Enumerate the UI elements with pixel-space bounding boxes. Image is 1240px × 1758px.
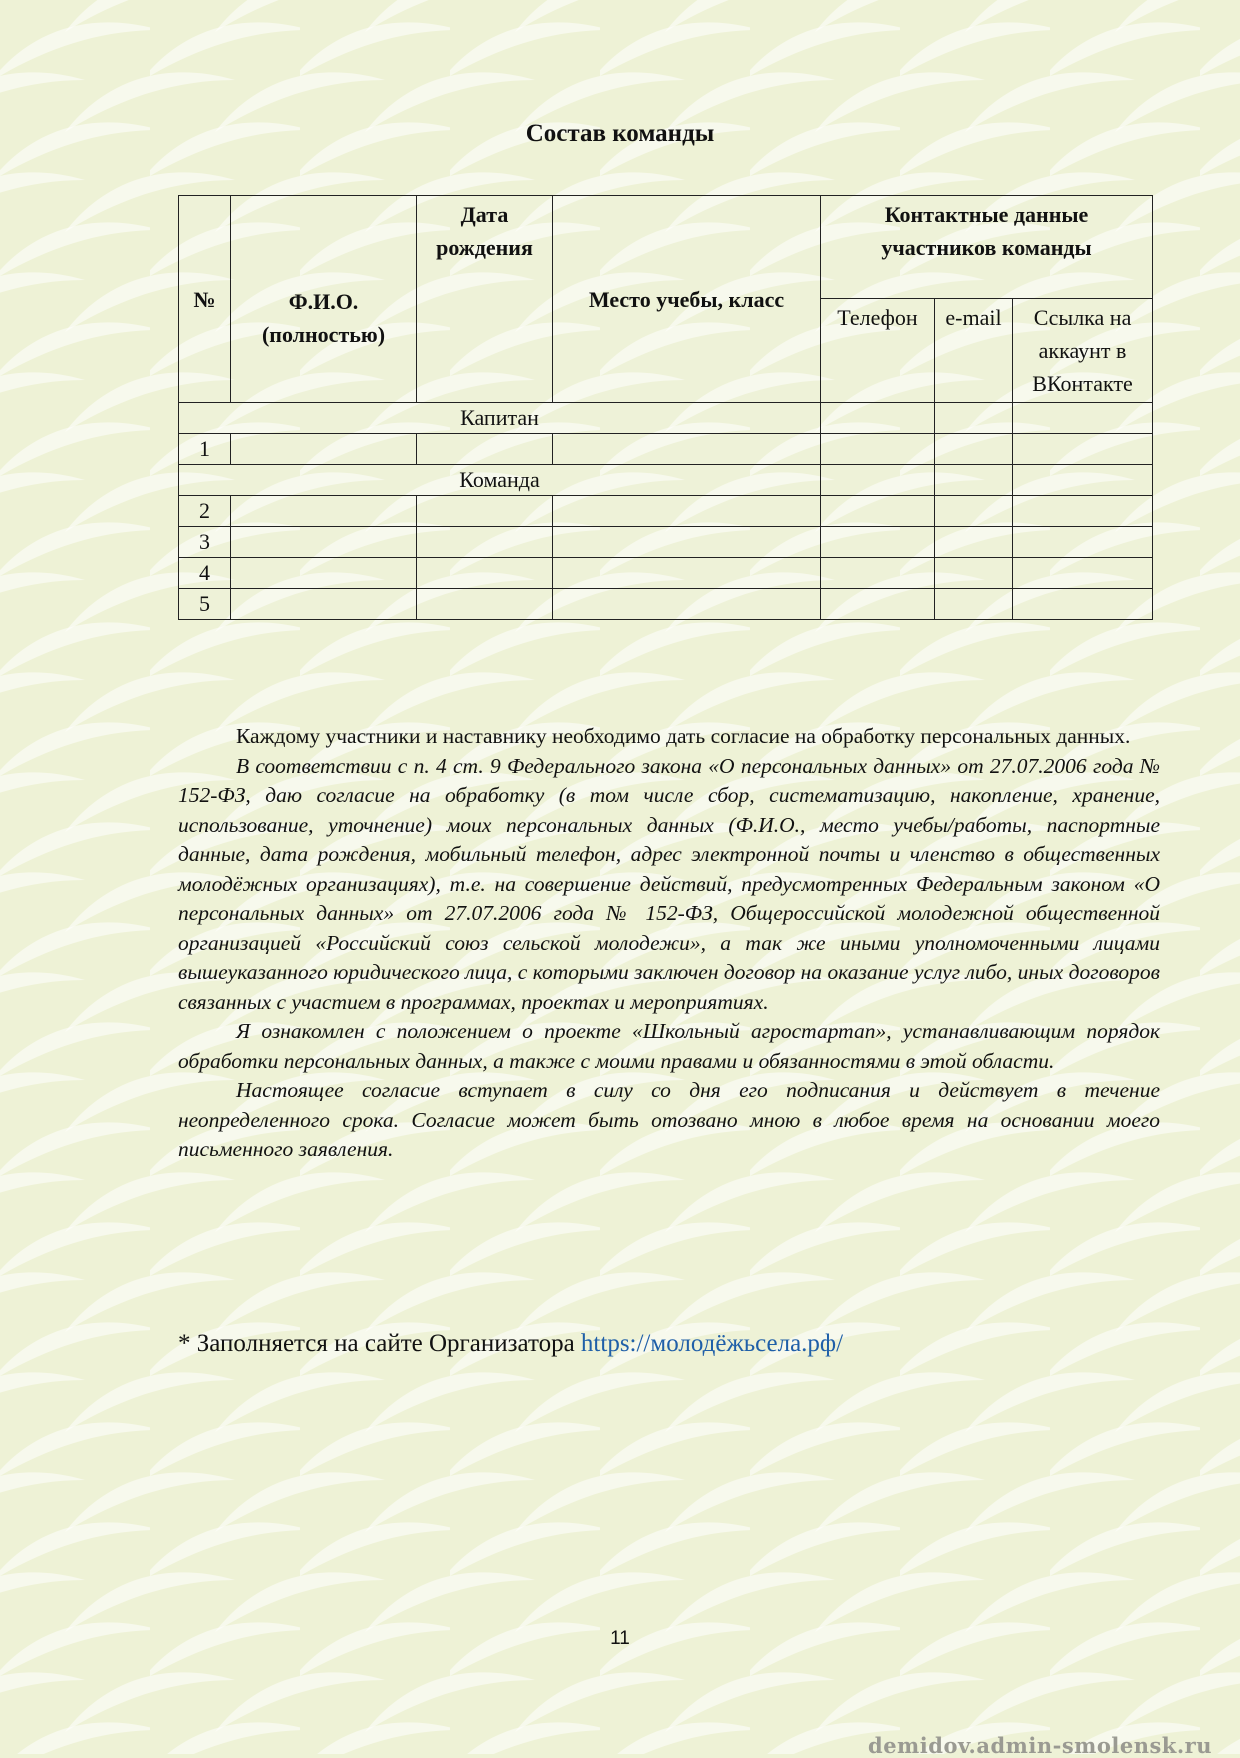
table-cell (417, 558, 553, 589)
table-cell (935, 465, 1013, 496)
table-cell (821, 403, 935, 434)
row-number: 4 (179, 558, 231, 589)
table-row (179, 496, 1153, 527)
paragraph-consent: В соответствии с п. 4 ст. 9 Федерального закона «О персональных данных» от 27.07.2006 года № 152-ФЗ, даю согласие на обработку (в том числе сбор, систематизацию, накопление, хранение, использование, уточнение) моих персональных данных (Ф.И.О., место учебы/работы, паспортные данные, дата рождения, мобильный телефон, адрес электронной почты и членство в общественных молодёжных организациях), т.е. на совершение действий, предусмотренных Федеральным законом «О персональных данных» от 27.07.2006 года № 152-ФЗ, Общероссийской молодежной общественной организацией «Российский союз сельской молодежи», а так же иными уполномоченными лицами вышеуказанного юридического лица, с которыми заключен договор на оказание услуг либо, иных договоров связанных с участием в программах, проектах и мероприятиях. (178, 753, 1160, 1014)
table-cell (1013, 496, 1153, 527)
consent-text (178, 722, 1160, 1165)
row-number: 5 (179, 589, 231, 620)
header-number: № (179, 196, 231, 403)
table-cell (821, 589, 935, 620)
page-title: Состав команды (525, 120, 715, 147)
organizer-note (178, 1330, 843, 1358)
table-cell (231, 496, 417, 527)
paragraph-validity: Настоящее согласие вступает в силу со дня его подписания и действует в течение неопределенного срока. Согласие может быть отозвано мною в любое время на основании моего письменного заявления. (178, 1078, 1160, 1161)
table-cell (1013, 465, 1153, 496)
note-text: * Заполняется на сайте Организатора (178, 1330, 581, 1357)
table-row (179, 434, 1153, 465)
row-number: 2 (179, 496, 231, 527)
section-row-captain (179, 403, 1153, 434)
table-cell (553, 558, 821, 589)
table-cell (231, 527, 417, 558)
table-cell (553, 496, 821, 527)
table-cell (1013, 527, 1153, 558)
paragraph-intro: Каждому участники и наставнику необходимо дать согласие на обработку персональных данных. (236, 724, 1131, 748)
table-cell (821, 496, 935, 527)
table-row (179, 558, 1153, 589)
header-phone: Телефон (821, 299, 935, 403)
table-cell (553, 589, 821, 620)
section-row-team (179, 465, 1153, 496)
table-cell (553, 434, 821, 465)
table-cell (821, 527, 935, 558)
table-cell (935, 403, 1013, 434)
table-row (179, 527, 1153, 558)
table-cell (553, 527, 821, 558)
table-cell (1013, 434, 1153, 465)
table-cell (821, 434, 935, 465)
row-number: 3 (179, 527, 231, 558)
table-cell (417, 496, 553, 527)
table-cell (231, 558, 417, 589)
header-birth-date: Дата рождения (417, 196, 553, 403)
header-study-place: Место учебы, класс (553, 196, 821, 403)
table-cell (231, 589, 417, 620)
team-table (178, 195, 1153, 620)
table-cell (821, 465, 935, 496)
header-contacts: Контактные данные участников команды (821, 196, 1153, 299)
paragraph-acknowledgement: Я ознакомлен с положением о проекте «Школьный агростартап», устанавливающим порядок обработки персональных данных, а также с моими правами и обязанностями в этой области. (178, 1019, 1160, 1073)
table-cell (417, 589, 553, 620)
table-cell (821, 558, 935, 589)
table-cell (935, 558, 1013, 589)
section-label-team: Команда (179, 465, 821, 496)
header-email: e-mail (935, 299, 1013, 403)
table-cell (1013, 403, 1153, 434)
watermark: demidov.admin-smolensk.ru (868, 1733, 1212, 1758)
table-cell (935, 527, 1013, 558)
table-cell (935, 589, 1013, 620)
organizer-link[interactable]: https://молодёжьсела.рф/ (580, 1330, 844, 1357)
row-number: 1 (179, 434, 231, 465)
page-number: 11 (610, 1628, 630, 1649)
table-cell (417, 527, 553, 558)
table-cell (1013, 558, 1153, 589)
header-vk: Ссылка на аккаунт в ВКонтакте (1013, 299, 1153, 403)
table-cell (935, 434, 1013, 465)
table-row (179, 589, 1153, 620)
table-cell (417, 434, 553, 465)
table-cell (231, 434, 417, 465)
section-label-captain: Капитан (179, 403, 821, 434)
table-cell (935, 496, 1013, 527)
table-cell (1013, 589, 1153, 620)
header-fio: Ф.И.О. (полностью) (231, 196, 417, 403)
